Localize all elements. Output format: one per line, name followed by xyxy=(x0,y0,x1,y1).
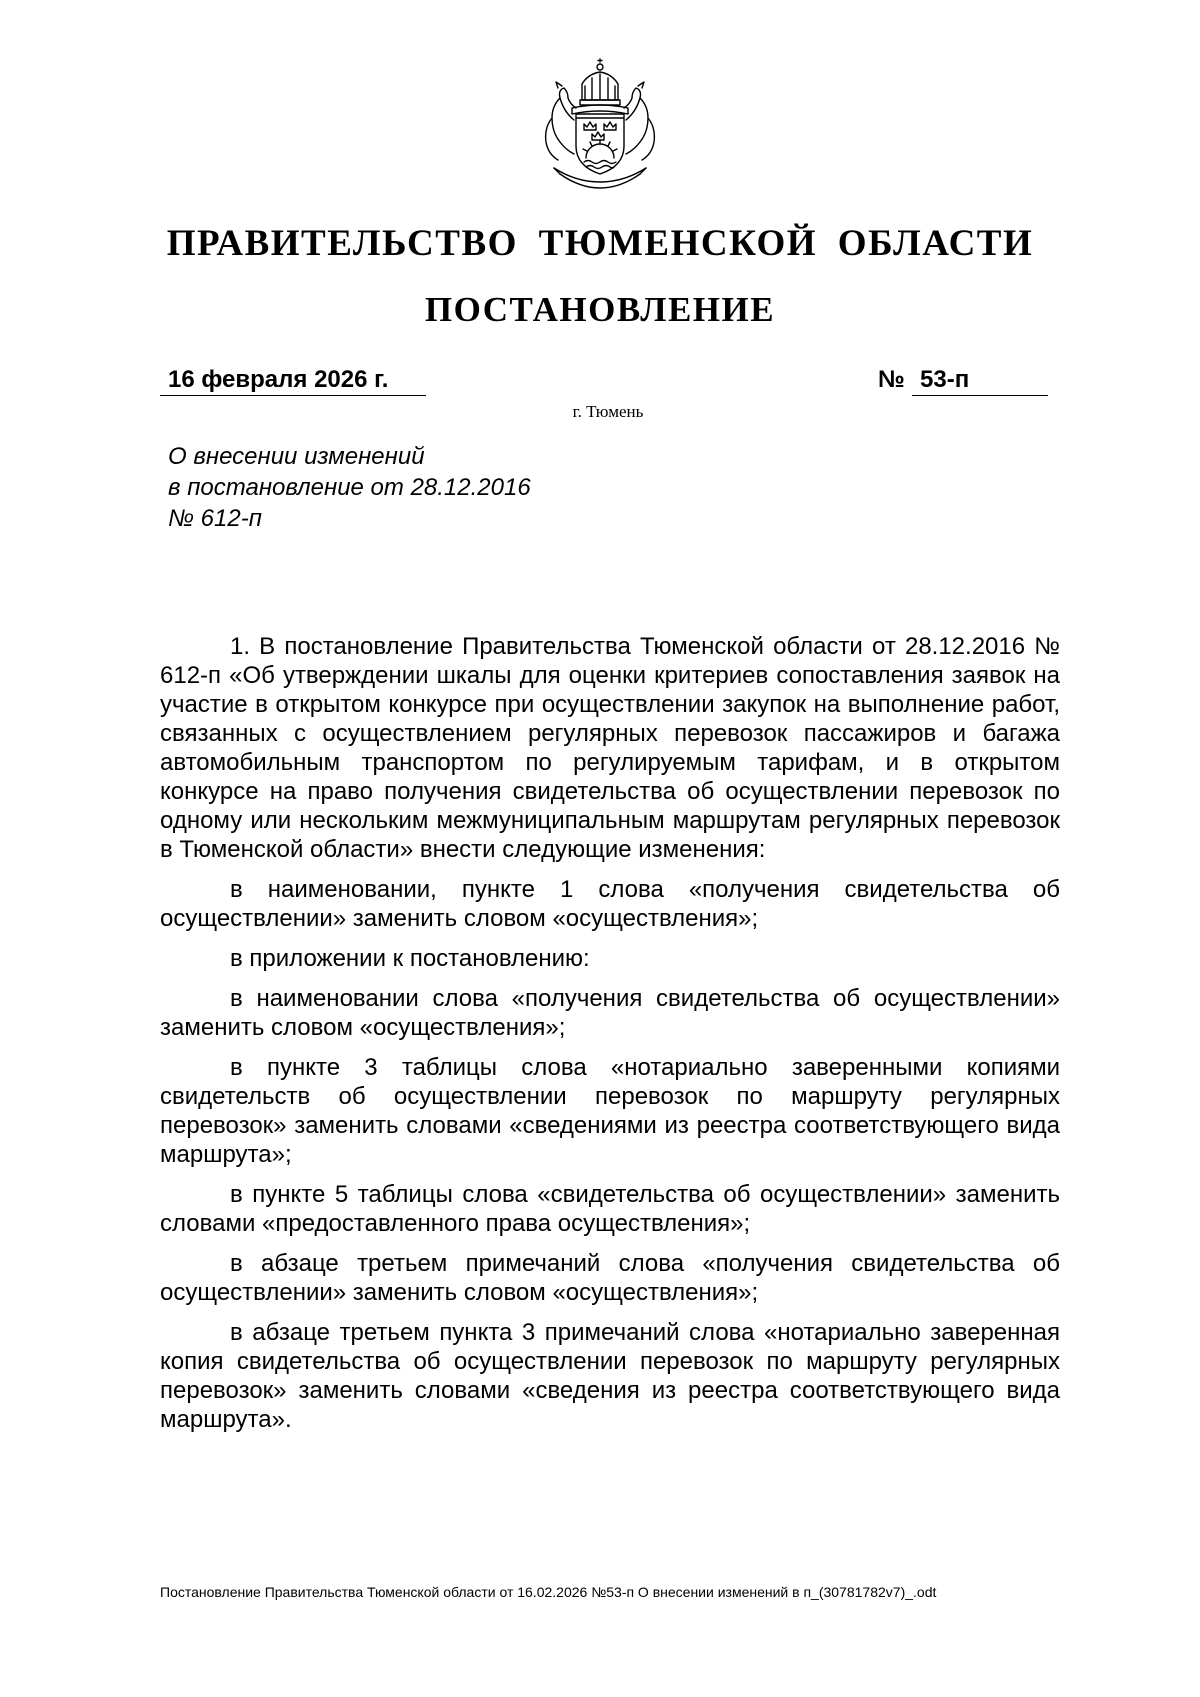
number-sign: № xyxy=(878,366,905,393)
document-body xyxy=(160,632,1060,1445)
body-paragraph: 1. В постановление Правительства Тюменской области от 28.12.2016 № 612-п «Об утверждении шкалы для оценки критериев сопоставления заявок на участие в открытом конкурсе при осуществлении закупок на выполнение работ, связанных с осуществлением регулярных перевозок пассажиров и багажа автомобильным транспортом по регулируемым тарифам, и в открытом конкурсе на право получения свидетельства об осуществлении перевозок по одному или нескольким межмуниципальным маршрутам регулярных перевозок в Тюменской области» внести следующие изменения: xyxy=(160,633,1060,863)
subject-line: № 612-п xyxy=(168,505,262,532)
body-paragraph: в пункте 3 таблицы слова «нотариально заверенными копиями свидетельств об осуществлении перевозок по маршруту регулярных перевозок» заменить словами «сведениями из реестра соответствующего вида маршрута»; xyxy=(160,1054,1060,1168)
body-paragraph: в приложении к постановлению: xyxy=(230,945,590,972)
organization-title: ПРАВИТЕЛЬСТВО ТЮМЕНСКОЙ ОБЛАСТИ xyxy=(166,223,1034,264)
document-subject xyxy=(168,441,608,534)
coat-of-arms-icon xyxy=(530,58,670,198)
body-paragraph: в наименовании слова «получения свидетельства об осуществлении» заменить словом «осуществления»; xyxy=(160,985,1060,1041)
subject-line: в постановление от 28.12.2016 xyxy=(168,474,531,501)
city-label: г. Тюмень xyxy=(572,402,644,421)
document-type-title: ПОСТАНОВЛЕНИЕ xyxy=(424,290,776,329)
subject-line: О внесении изменений xyxy=(168,443,425,470)
document-date: 16 февраля 2026 г. xyxy=(160,366,426,396)
document-footer: Постановление Правительства Тюменской области от 16.02.2026 №53-п О внесении изменений в п_(30781782v7)_.odt xyxy=(160,1584,937,1600)
body-paragraph: в наименовании, пункте 1 слова «получения свидетельства об осуществлении» заменить словом «осуществления»; xyxy=(160,876,1060,932)
body-paragraph: в пункте 5 таблицы слова «свидетельства об осуществлении» заменить словами «предоставленного права осуществления»; xyxy=(160,1181,1060,1237)
document-number-block xyxy=(878,366,1048,396)
body-paragraph: в абзаце третьем пункта 3 примечаний слова «нотариально заверенная копия свидетельства об осуществлении перевозок по маршруту регулярных перевозок» заменить словами «сведения из реестра соответствующего вида маршрута». xyxy=(160,1319,1060,1433)
body-paragraph: в абзаце третьем примечаний слова «получения свидетельства об осуществлении» заменить словом «осуществления»; xyxy=(160,1250,1060,1306)
document-number: 53-п xyxy=(912,366,1048,396)
